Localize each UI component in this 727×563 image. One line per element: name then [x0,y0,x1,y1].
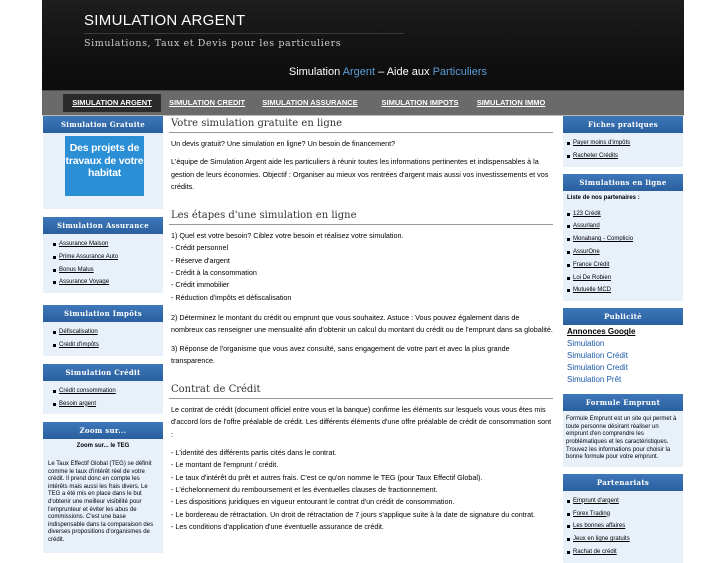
list-item [565,284,683,297]
step-1-text: 1) Quel est votre besoin? Ciblez votre besoin et réalisez votre simulation. [171,231,404,241]
title-divider [84,33,404,34]
zoom-heading: Zoom sur... le TEG [76,443,130,450]
list-item [565,495,683,508]
formule-box [563,411,683,467]
nav-simulation-assurance[interactable]: SIMULATION ASSURANCE [262,98,358,107]
box-title-simulations-ligne: Simulations en ligne [563,174,683,191]
list-item: - Réduction d'impôts et défiscalisation [171,292,292,302]
link-besoin-argent[interactable]: Besoin argent [59,400,97,407]
link-racheter-credits[interactable]: Racheter Crédits [573,152,619,159]
list-item [51,238,163,251]
link-partner-assurone[interactable]: AssurOne [573,248,600,255]
list-item [51,264,163,277]
link-emprunt-argent[interactable]: Emprunt d'argent [573,497,619,504]
box-title-publicite: Publicité [563,308,683,325]
formule-text: Formule Emprunt est un site qui permet à toute personne désirant réaliser un emprunt d'en comprendre les problématiques et les caractéristiques. Trouvez les informations pour choisir la bonne formule pour votre emprunt. [566,416,677,461]
list-item [565,246,683,259]
contrat-paragraph: Le contrat de crédit (document officiel entre vous et la banque) confirme les éléments sur lesquels vous vous êtes mis d'accord lors de l'offre préalable de crédit. Les différents éléments d'une offre préalable de crédit de consommation sont : [171,405,552,439]
box-title-partenariats: Partenariats [563,474,683,491]
tagline [289,66,487,78]
link-bonus-malus[interactable]: Bonus Malus [59,266,94,273]
list-item [565,272,683,285]
list-item [565,137,683,150]
list-item: - Crédit personnel [171,243,229,253]
partners-label: Liste de nos partenaires : [567,194,640,201]
link-credit-consommation[interactable]: Crédit consommation [59,387,116,394]
list-item: - Crédit immobilier [171,280,230,290]
main-content [169,116,553,533]
ads-heading[interactable]: Annonces Google [567,327,636,337]
box-title-assurance: Simulation Assurance [43,217,163,234]
list-item: - Réserve d'argent [171,255,230,265]
site-title[interactable]: SIMULATION ARGENT [84,12,246,29]
link-defiscalisation[interactable]: Défiscalisation [59,329,98,336]
link-credit-impots[interactable]: Crédit d'impôts [59,341,99,348]
assurance-box [43,234,163,293]
link-partner-loi-de-robien[interactable]: Loi De Robien [573,274,612,281]
box-title-formule: Formule Emprunt [563,394,683,411]
box-title-fiches: Fiches pratiques [563,116,683,133]
list-item: - L'identité des différents partis cités dans le contrat. [171,448,337,458]
credit-box [43,381,163,415]
habitat-ad-text: Des projets de travaux de votre habitat [65,142,144,179]
zoom-box [43,439,163,552]
list-item [51,398,163,411]
tagline-particuliers: Particuliers [432,66,487,78]
nav-simulation-impots[interactable]: SIMULATION IMPOTS [381,98,459,107]
right-sidebar [563,116,683,563]
section-heading-contrat: Contrat de Crédit [169,382,553,399]
gratuite-box [43,133,163,209]
list-item: - Les dispositions juridiques en vigueur entourant le contrat d'un crédit de consommation. [171,497,455,507]
link-payer-moins-impots[interactable]: Payer moins d'impôts [573,140,631,146]
list-item [565,508,683,521]
left-sidebar [43,116,163,553]
link-partner-assurland[interactable]: Assurland [573,223,600,230]
ad-link-simulation-pret[interactable]: Simulation Prêt [567,375,622,385]
box-title-credit: Simulation Crédit [43,364,163,381]
list-item [51,251,163,264]
section-heading-etapes: Les étapes d'une simulation en ligne [169,208,553,225]
box-title-impots: Simulation Impôts [43,305,163,322]
simulations-ligne-box [563,191,683,302]
link-jeux-en-ligne[interactable]: Jeux en ligne gratuits [573,536,630,543]
link-assurance-maison[interactable]: Assurance Maison [59,241,109,247]
link-partner-france-credit[interactable]: France Crédit [573,261,610,268]
fiches-box [563,133,683,167]
link-rachat-credit[interactable]: Rachat de crédit [573,548,617,555]
list-item: - Le taux d'intérêt du prêt et autres frais. C'est ce qu'on nomme le TEG (pour Taux Effectif Global). [171,472,483,482]
tagline-argent: Argent [342,66,376,78]
list-item [565,520,683,533]
list-item [565,208,683,221]
intro-question: Un devis gratuit? Une simulation en ligne? Un besoin de financement? [171,139,396,148]
nav-simulation-immo[interactable]: SIMULATION IMMO [476,98,546,107]
list-item [51,276,163,289]
list-item [51,385,163,398]
ad-link-simulation-credit-2[interactable]: Simulation Credit [567,363,628,373]
list-item: - Les conditions d'application d'une éventuelle assurance de crédit. [171,521,384,531]
nav-simulation-argent[interactable]: SIMULATION ARGENT [63,94,161,112]
step-2-text: 2) Déterminez le montant du crédit ou emprunt que vous souhaitez. Astuce : Vous pouvez également dans de nombreux cas renseigner une mensualité afin d'obtenir un calcul du montant du crédit ou de l'emprunt dans sa globalité. [171,312,553,335]
list-item: - Le montant de l'emprunt / crédit. [171,460,279,470]
list-item: - Crédit à la consommation [171,268,257,278]
page-frame [42,0,684,555]
ad-link-simulation-credit-1[interactable]: Simulation Crédit [567,351,628,361]
link-partner-123-credit[interactable]: 123 Crédit [573,210,601,217]
list-item [565,533,683,546]
nav-simulation-credit[interactable]: SIMULATION CREDIT [168,98,246,107]
list-item [51,339,163,352]
step-1-list [171,242,553,303]
box-title-zoom: Zoom sur... [43,422,163,439]
list-item [51,326,163,339]
tagline-mid: – Aide aux [378,66,430,78]
list-item: - L'échelonnement du remboursement et les éventuelles clauses de fractionnement. [171,484,438,494]
link-assurance-voyage[interactable]: Assurance Voyage [59,279,110,286]
list-item [565,259,683,272]
intro-paragraph: L'équipe de Simulation Argent aide les particuliers à réunir toutes les informations pertinentes et indispensables à la gestion de leurs économies. Objectif : Organiser au mieux vos rentrées d'argent mais aussi vos investissements et vos crédits. [171,157,549,191]
site-header [42,0,684,90]
list-item [565,233,683,246]
partenariats-box [563,491,683,563]
main-nav [42,90,684,116]
box-title-gratuite: Simulation Gratuite [43,116,163,133]
step-3-text: 3) Réponse de l'organisme que vous avez consulté, sans engagement de votre part et avec la plus grande transparence. [171,343,510,365]
contrat-list [171,447,553,533]
list-item [565,546,683,559]
list-item: - Le bordereau de rétractation. Un droit de rétractation de 7 jours s'applique suite à la date de signature du contrat. [171,509,536,519]
link-forex-trading[interactable]: Forex Trading [573,510,611,517]
site-subtitle: Simulations, Taux et Devis pour les particuliers [84,38,342,49]
habitat-ad-banner[interactable] [65,136,144,196]
ad-link-simulation[interactable]: Simulation [567,339,605,349]
link-partner-mutuelle-mcd[interactable]: Mutuelle MCD [573,287,612,294]
section-heading-simulation: Votre simulation gratuite en ligne [169,116,553,133]
tagline-prefix: Simulation [288,66,341,78]
list-item [565,150,683,163]
google-ads-block [563,325,696,389]
link-bonnes-affaires[interactable]: Les bonnes affaires [573,523,626,530]
zoom-text: Le Taux Effectif Global (TEG) se définit comme le taux d'intérêt réel de votre crédit. Il prend donc en compte les intérêts mais aussi les frais divers. Le TEG a été mis en place dans le but d'obtenir une meilleur visibilité pour l'emprunteur et éviter les abus de commissions. C'est une base indispensable dans la comparaison des diverses propositions d'organismes de crédit. [48,460,154,543]
link-prime-assurance-auto[interactable]: Prime Assurance Auto [59,253,119,260]
impots-box [43,322,163,356]
link-partner-monabang[interactable]: Monabang - Complicio [573,236,634,243]
list-item [565,220,683,233]
